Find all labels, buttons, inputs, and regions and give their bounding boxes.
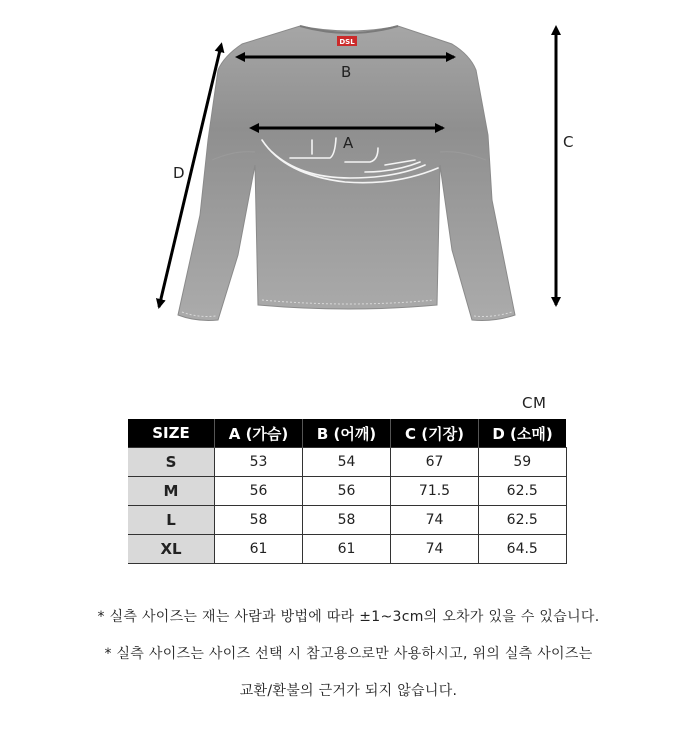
table-row <box>128 506 566 535</box>
value-cell-d: 62.5 <box>479 477 567 506</box>
value-cell-d: 62.5 <box>479 506 567 535</box>
shirt-measurement-diagram <box>0 0 697 340</box>
value-cell-a: 56 <box>215 477 303 506</box>
label-c: C <box>563 133 574 151</box>
value-cell-d: 64.5 <box>479 535 567 564</box>
table-row <box>128 535 566 564</box>
note-line-1: * 실측 사이즈는 재는 사람과 방법에 따라 ±1~3cm의 오차가 있을 수 있습니다. <box>97 609 600 625</box>
table-row <box>128 448 566 477</box>
header-b: B (어깨) <box>303 419 391 448</box>
value-cell-b: 54 <box>303 448 391 477</box>
label-b: B <box>341 63 352 81</box>
size-cell: L <box>128 506 215 535</box>
table-header-row <box>128 419 566 448</box>
value-cell-b: 58 <box>303 506 391 535</box>
value-cell-b: 61 <box>303 535 391 564</box>
header-a: A (가슴) <box>215 419 303 448</box>
note-line-2: * 실측 사이즈는 사이즈 선택 시 참고용으로만 사용하시고, 위의 실측 사이즈는 <box>104 646 593 662</box>
header-size: SIZE <box>128 419 215 448</box>
value-cell-b: 56 <box>303 477 391 506</box>
size-cell: XL <box>128 535 215 564</box>
logo-text: DSL <box>339 38 355 46</box>
size-cell: M <box>128 477 215 506</box>
header-d: D (소매) <box>479 419 567 448</box>
label-a: A <box>343 134 354 152</box>
value-cell-c: 71.5 <box>391 477 479 506</box>
value-cell-c: 67 <box>391 448 479 477</box>
size-table <box>128 419 567 564</box>
label-d: D <box>173 164 185 182</box>
value-cell-c: 74 <box>391 535 479 564</box>
value-cell-d: 59 <box>479 448 567 477</box>
value-cell-a: 58 <box>215 506 303 535</box>
unit-label: CM <box>522 394 547 412</box>
note-line-3: 교환/환불의 근거가 되지 않습니다. <box>239 683 458 699</box>
size-cell: S <box>128 448 215 477</box>
table-row <box>128 477 566 506</box>
value-cell-a: 61 <box>215 535 303 564</box>
value-cell-c: 74 <box>391 506 479 535</box>
value-cell-a: 53 <box>215 448 303 477</box>
header-c: C (기장) <box>391 419 479 448</box>
